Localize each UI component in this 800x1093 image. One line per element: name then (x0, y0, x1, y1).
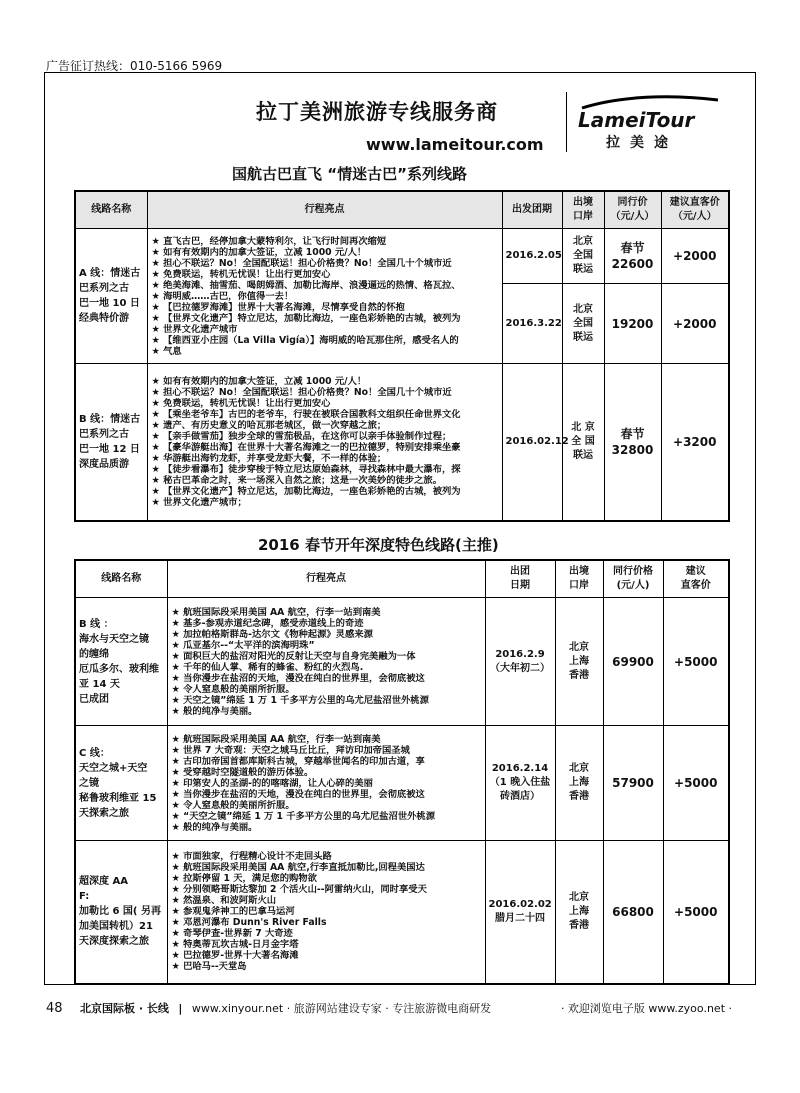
exit-port: 北京 全国 联运 (562, 229, 604, 284)
agent-price: 春节 22600 (604, 229, 661, 284)
suggested-price: +5000 (663, 726, 729, 841)
logo-text-cn: 拉美途 (606, 135, 678, 151)
spring-route-table (74, 559, 730, 985)
exit-port: 北京 全国 联运 (562, 284, 604, 364)
footer-separator: | (178, 1002, 183, 1015)
exit-port: 北京 上海 香港 (555, 841, 603, 984)
suggested-price: +2000 (661, 284, 729, 364)
highlights-cell: ★ 如有有效期内的加拿大签证，立减 1000 元/人！ ★ 担心不联运？No！全国配联运！担心价格贵？No！全国几十个城市近 ★ 免费联运，转机无忧误！让出行更加安心 ★ 【乘坐老爷车】古巴的老爷车，行驶在被联合国教科文组织任命世界文化 ★ 遗产、有历史意义的哈瓦那老城区，做一次穿越之旅； ★ 【亲手做雪茄】独步全球的雪茄极品，在这你可以亲手体验制作过程； ★ 【豪华游艇出海】在世界十大著名海滩之一的巴拉德罗，特别安排乘坐豪 ★ 华游艇出海钓龙虾，并享受龙虾大餐，不一样的体验； ★ 【徒步看瀑布】徒步穿梭于特立尼达原始森林，寻找森林中最大瀑布，探 ★ 秘古巴革命之时，来一场深入自然之旅；这是一次美妙的徒步之旅。 ★ 【世界文化遗产】特立尼达，加勒比海边，一座色彩娇艳的古城，被列为 ★ 世界文化遗产城市； (147, 364, 502, 521)
cuba-route-table (74, 190, 730, 522)
departure-date: 2016.3.22 (502, 284, 562, 364)
suggested-price: +2000 (661, 229, 729, 284)
col-header: 建议 直客价 (663, 560, 729, 598)
col-header: 建议直客价 （元/人） (661, 191, 729, 229)
logo-text-en: LameiTour (578, 108, 695, 132)
col-header: 出境 口岸 (562, 191, 604, 229)
departure-date: 2016.02.12 (502, 364, 562, 521)
footer-tail[interactable]: · 欢迎浏览电子版 www.zyoo.net · (560, 1002, 732, 1015)
route-name-cell: A 线：情迷古 巴系列之古 巴一地 10 日 经典特价游 (75, 229, 147, 364)
footer-brand: 北京国际板 · 长线 (80, 1002, 169, 1015)
agent-price: 66800 (603, 841, 663, 984)
col-header: 行程亮点 (167, 560, 485, 598)
page-number: 48 (46, 1001, 63, 1016)
agent-price: 19200 (604, 284, 661, 364)
route-name-cell: B 线：情迷古 巴系列之古 巴一地 12 日 深度品质游 (75, 364, 147, 521)
departure-date: 2016.2.14 （1 晚入住盐 砖酒店） (485, 726, 555, 841)
col-header: 线路名称 (75, 191, 147, 229)
ad-hotline: 广告征订热线：010-5166 5969 (46, 59, 223, 73)
highlights-cell: ★ 市面独家，行程精心设计不走回头路 ★ 航班国际段采用美国 AA 航空,行李直抵加勒比,回程美国达 ★ 拉斯停留 1 天，满足您的购物欲 ★ 分别领略哥斯达黎加 2 个活火山--阿雷纳火山，同时享受天 ★ 然温泉、和波阿斯火山 ★ 参观鬼斧神工的巴拿马运河 ★ 邓恩河瀑布 Dunn's River Falls ★ 奇琴伊查-世界新 7 大奇迹 ★ 特奥蒂瓦坎古城-日月金字塔 ★ 巴拉德罗-世界十大著名海滩 ★ 巴哈马--天堂岛 (167, 841, 485, 984)
section-title-cuba: 国航古巴直飞 “情迷古巴”系列线路 (232, 165, 467, 183)
col-header: 同行价 （元/人） (604, 191, 661, 229)
col-header: 出境 口岸 (555, 560, 603, 598)
col-header: 同行价格 (元/人) (603, 560, 663, 598)
departure-date: 2016.02.02 腊月二十四 (485, 841, 555, 984)
col-header: 线路名称 (75, 560, 167, 598)
departure-date: 2016.2.05 (502, 229, 562, 284)
col-header: 行程亮点 (147, 191, 502, 229)
agent-price: 春节 32800 (604, 364, 661, 521)
agent-price: 57900 (603, 726, 663, 841)
exit-port: 北 京 全 国 联运 (562, 364, 604, 521)
page-footer (46, 1000, 756, 1016)
suggested-price: +3200 (661, 364, 729, 521)
exit-port: 北京 上海 香港 (555, 598, 603, 726)
highlights-cell: ★ 直飞古巴，经停加拿大蒙特利尔，让飞行时间再次缩短 ★ 如有有效期内的加拿大签证，立减 1000 元/人！ ★ 担心不联运？No！全国配联运！担心价格贵？No！全国几十个城市近 ★ 免费联运，转机无忧误！让出行更加安心 ★ 绝美海滩、抽雪茄、喝朗姆酒、加勒比海岸、浪漫逼远的热情、格瓦拉、 ★ 海明威……古巴，你值得一去！ ★ 【巴拉德罗海滩】世界十大著名海滩，尽情享受自然的怀抱 ★ 【世界文化遗产】特立尼达，加勒比海边，一座色彩娇艳的古城，被列为 ★ 世界文化遗产城市 ★ 【维西亚小庄园（La Villa Vigía）】海明威的哈瓦那住所，感受名人的 ★ 气息 (147, 229, 502, 364)
header-title: 拉丁美洲旅游专线服务商 (256, 100, 498, 124)
section-title-spring: 2016 春节开年深度特色线路(主推) (258, 536, 499, 554)
highlights-cell: ★ 航班国际段采用美国 AA 航空，行李一站到南美 ★ 世界 7 大奇观：天空之城马丘比丘，拜访印加帝国圣城 ★ 古印加帝国首都库斯科古城，穿越举世闻名的印加古道，享 ★ 受穿越时空隧道般的游历体验。 ★ 印第安人的圣湖-的的喀喀湖，让人心碎的美丽 ★ 当你漫步在盐沼的天地，漫没在纯白的世界里，会彻底被这 ★ 令人窒息般的美丽所折服。 ★ “天空之镜”绵延 1 万 1 千多平方公里的乌尤尼盐沼世外桃源 ★ 般的纯净与美丽。 (167, 726, 485, 841)
exit-port: 北京 上海 香港 (555, 726, 603, 841)
route-name-cell: B 线 ： 海水与天空之镜 的缠绵 厄瓜多尔、玻利维 亚 14 天 已成团 (75, 598, 167, 726)
col-header: 出发团期 (502, 191, 562, 229)
departure-date: 2016.2.9 （大年初二） (485, 598, 555, 726)
col-header: 出团 日期 (485, 560, 555, 598)
header-divider (566, 92, 567, 152)
header-url[interactable]: www.lameitour.com (366, 135, 544, 154)
route-name-cell: 超深度 AA F: 加勒比 6 国( 另再 加美国转机）21 天深度探索之旅 (75, 841, 167, 984)
agent-price: 69900 (603, 598, 663, 726)
suggested-price: +5000 (663, 841, 729, 984)
route-name-cell: C 线： 天空之城+天空 之镜 秘鲁玻利维亚 15 天探索之旅 (75, 726, 167, 841)
suggested-price: +5000 (663, 598, 729, 726)
footer-middle[interactable]: www.xinyour.net · 旅游网站建设专家 · 专注旅游微电商研发 (191, 1002, 492, 1015)
highlights-cell: ★ 航班国际段采用美国 AA 航空，行李一站到南美 ★ 基多-参观赤道纪念碑，感受赤道线上的奇迹 ★ 加拉帕格斯群岛-达尔文《物种起源》灵感来源 ★ 瓜亚基尔--“太平洋的滨海明珠” ★ 面积巨大的盐沼对阳光的反射让天空与自身完美融为一体 ★ 千年的仙人掌、稀有的蜂雀、粉红的火烈鸟. ★ 当你漫步在盐沼的天地，漫没在纯白的世界里，会彻底被这 ★ 令人窒息般的美丽所折服。 ★ 天空之镜”绵延 1 万 1 千多平方公里的乌尤尼盐沼世外桃源 ★ 般的纯净与美丽。 (167, 598, 485, 726)
